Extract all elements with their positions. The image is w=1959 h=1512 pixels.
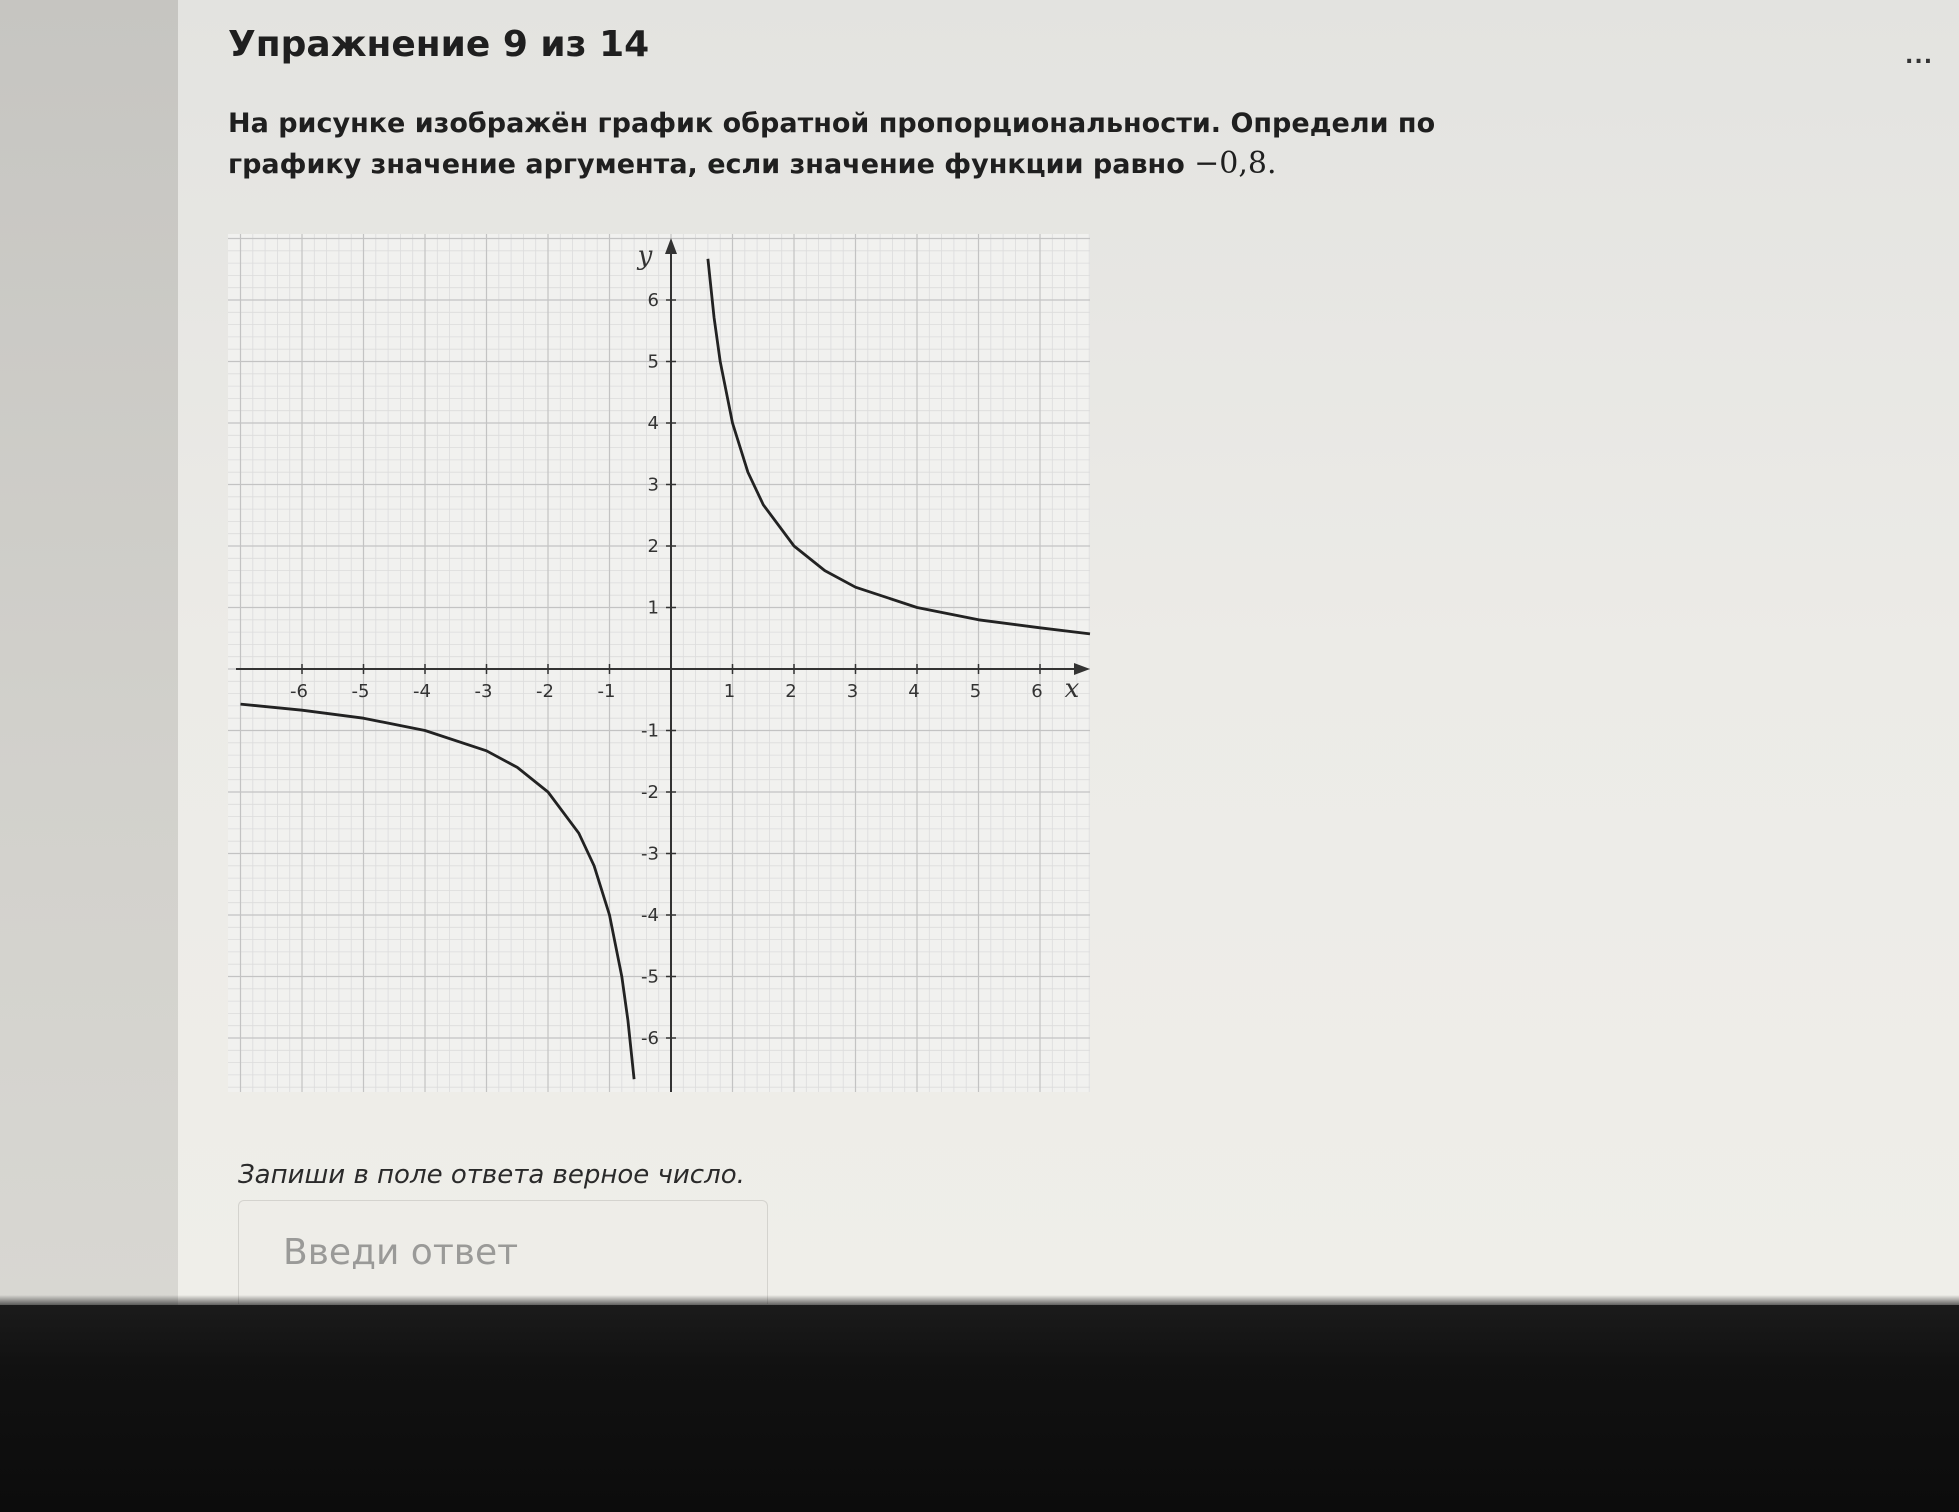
exercise-title: Упражнение 9 из 14: [228, 24, 650, 65]
y-tick-label: 6: [647, 290, 659, 311]
x-tick-label: 2: [785, 681, 797, 702]
answer-instruction: Запиши в поле ответа верное число.: [238, 1160, 745, 1190]
y-tick-label: 1: [647, 597, 659, 619]
y-tick-label: -2: [641, 782, 659, 803]
x-tick-label: -2: [536, 681, 554, 702]
y-tick-label: -6: [641, 1028, 659, 1049]
x-tick-label: -4: [413, 681, 431, 702]
x-tick-label: 3: [846, 681, 859, 702]
x-tick-label: 1: [723, 681, 736, 702]
y-tick-label: 3: [647, 474, 659, 496]
x-tick-label: -1: [597, 681, 616, 702]
x-axis-label: x: [1064, 674, 1080, 704]
question-text: [228, 104, 1508, 185]
y-tick-label: -3: [641, 843, 659, 865]
x-tick-label: -6: [290, 681, 308, 702]
y-tick-label: -1: [641, 720, 659, 742]
answer-field[interactable]: [238, 1200, 768, 1304]
x-tick-label: 6: [1031, 681, 1043, 702]
chart-svg: [228, 234, 1098, 1102]
more-options-icon[interactable]: ...: [1905, 44, 1934, 69]
y-tick-label: -5: [641, 966, 659, 988]
question-value: −0,8.: [1194, 146, 1277, 181]
x-tick-label: 5: [969, 681, 982, 702]
x-tick-label: -5: [351, 681, 370, 702]
x-tick-label: -3: [474, 681, 493, 702]
hyperbola-chart: [228, 234, 1098, 1102]
monitor-bezel: [0, 1305, 1959, 1512]
question-statement: На рисунке изображён график обратной пропорциональности. Определи по графику значение аргумента, если значение функции равно: [228, 108, 1436, 180]
y-tick-label: 5: [647, 351, 659, 373]
x-tick-label: 4: [908, 681, 920, 702]
answer-input[interactable]: [239, 1201, 767, 1304]
y-tick-label: -4: [641, 905, 659, 926]
left-margin: [0, 0, 178, 1305]
y-tick-label: 4: [647, 413, 659, 434]
y-tick-label: 2: [647, 536, 659, 557]
y-axis-label: y: [637, 241, 653, 271]
